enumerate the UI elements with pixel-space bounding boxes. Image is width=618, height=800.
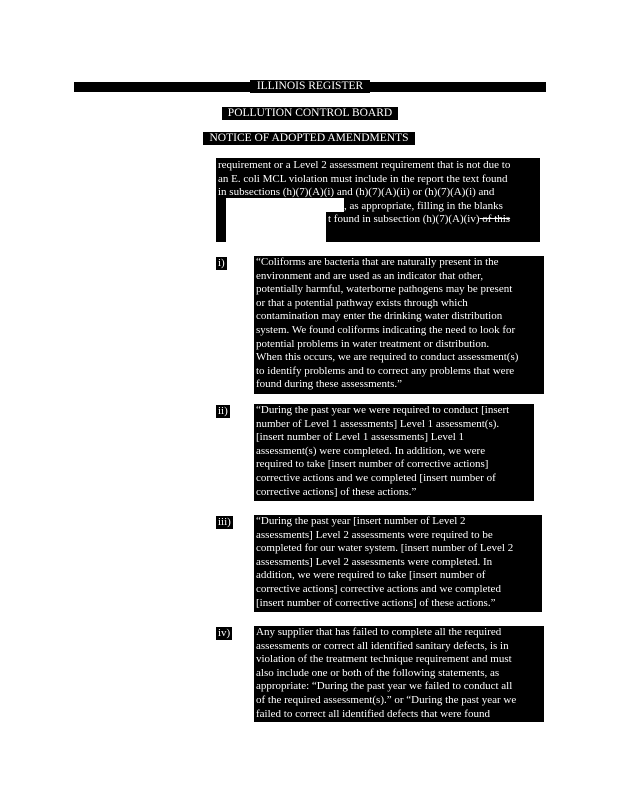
item-line: When this occurs, we are required to conduct assessment(s) <box>256 351 519 364</box>
item-paragraph <box>254 515 542 612</box>
item-label: i) <box>218 257 225 269</box>
item-line: violation of the treatment technique requirement and must <box>256 653 512 666</box>
item-line: required to take [insert number of corrective actions] <box>256 458 489 471</box>
item-label: iv) <box>218 627 231 639</box>
item-line: potential problems in water treatment or distribution. <box>256 337 490 350</box>
intro-line: in subsections (h)(7)(A)(i) and (h)(7)(A)(ii) or (h)(7)(A)(i) and <box>218 186 495 199</box>
redaction-box <box>226 198 326 244</box>
item-label: ii) <box>218 405 228 417</box>
item-line: assessments] Level 2 assessments were required to be <box>256 528 493 541</box>
item-line: corrective actions] of these actions.” <box>256 485 417 498</box>
item-line: also include one or both of the following statements, as <box>256 666 500 679</box>
item-line: assessments or correct all identified sanitary defects, is in <box>256 639 509 652</box>
intro-line: requirement or a Level 2 assessment requirement that is not due to <box>218 159 511 171</box>
redaction-box <box>326 198 344 212</box>
item-line: assessments] Level 2 assessments were completed. In <box>256 555 493 568</box>
item-line: “During the past year we were required to conduct [insert <box>256 404 510 416</box>
item-line: Any supplier that has failed to complete all the required <box>256 626 502 638</box>
item-line: number of Level 1 assessments] Level 1 assessment(s). <box>256 417 500 430</box>
item-line: assessment(s) were completed. In addition, we were <box>256 444 486 457</box>
item-line: to identify problems and to correct any problems that were <box>256 364 515 377</box>
item-line: of the required assessment(s).” or “During the past year we <box>256 693 517 706</box>
intro-line-text: t found in subsection (h)(7)(A)(iv) <box>328 213 480 226</box>
item-line: appropriate: “During the past year we failed to conduct all <box>256 680 513 693</box>
intro-line: an E. coli MCL violation must include in the report the text found <box>218 172 508 185</box>
item-line: system. We found coliforms indicating the need to look for <box>256 323 516 336</box>
item-line: contamination may enter the drinking water distribution <box>256 310 503 323</box>
item-line: potentially harmful, waterborne pathogens may be present <box>256 283 513 296</box>
board-title: POLLUTION CONTROL BOARD <box>222 107 398 120</box>
item-paragraph <box>254 626 544 722</box>
item-line: completed for our water system. [insert number of Level 2 <box>256 542 514 555</box>
intro-line: , as appropriate, filling in the blanks <box>344 199 503 212</box>
item-line: found during these assessments.” <box>256 378 403 391</box>
item-line: [insert number of Level 1 assessments] Level 1 <box>256 431 465 444</box>
item-line: corrective actions] corrective actions and we completed <box>256 582 501 595</box>
item-line: “During the past year [insert number of Level 2 <box>256 515 466 527</box>
notice-title: NOTICE OF ADOPTED AMENDMENTS <box>203 132 415 145</box>
register-title: ILLINOIS REGISTER <box>250 80 370 93</box>
item-paragraph <box>254 256 544 394</box>
item-line: failed to correct all identified defects that were found <box>256 707 490 720</box>
item-line: corrective actions and we completed [insert number of <box>256 471 496 484</box>
item-line: [insert number of corrective actions] of these actions.” <box>256 596 496 609</box>
item-line: or that a potential pathway exists through which <box>256 296 468 309</box>
item-line: “Coliforms are bacteria that are naturally present in the <box>256 256 499 268</box>
struck-text: of this <box>479 213 511 226</box>
item-line: environment and are used as an indicator that other, <box>256 269 484 282</box>
item-line: addition, we were required to take [insert number of <box>256 569 486 582</box>
item-paragraph <box>254 404 534 501</box>
item-label: iii) <box>218 516 231 528</box>
